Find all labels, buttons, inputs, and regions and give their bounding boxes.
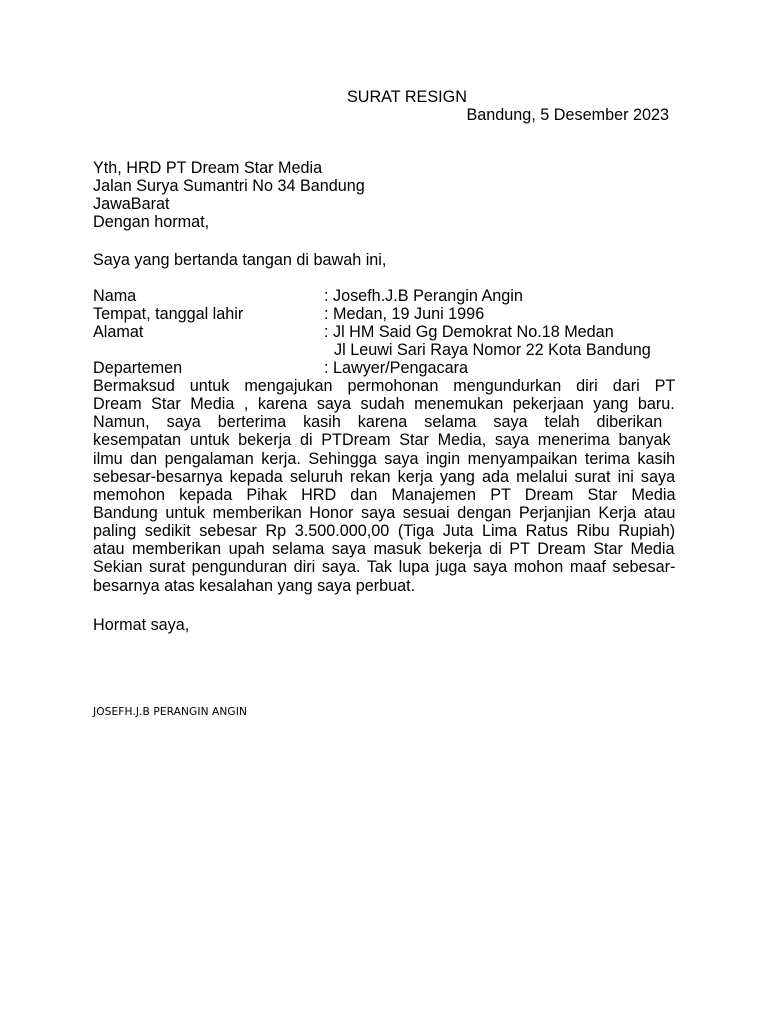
field-label: Nama xyxy=(93,287,137,305)
field-label: Tempat, tanggal lahir xyxy=(93,305,244,323)
field-label: Departemen xyxy=(93,359,183,377)
body-line: paling sedikit sebesar Rp 3.500.000,00 (Tiga Juta Lima Ratus Ribu Rupiah) xyxy=(93,522,676,541)
body-line: memohon kepada Pihak HRD dan Manajemen PT Dream Star Media xyxy=(93,485,676,504)
body-line: Namun, saya berterima kasih karena selama saya telah diberikan xyxy=(93,413,663,432)
body-line: sebesar-besarnya kepada seluruh rekan kerja yang ada melalui surat ini saya xyxy=(93,467,676,486)
body-line: kesempatan untuk bekerja di PTDream Star Media, saya menerima banyak xyxy=(93,431,671,450)
field-value: Jl Leuwi Sari Raya Nomor 22 Kota Bandung xyxy=(334,341,651,359)
closing-phrase: Hormat saya, xyxy=(93,616,190,634)
letter-title: SURAT RESIGN xyxy=(347,88,467,106)
field-value: : Jl HM Said Gg Demokrat No.18 Medan xyxy=(324,323,614,341)
body-line: Sekian surat pengunduran diri saya. Tak lupa juga saya mohon maaf sebesar- xyxy=(93,558,676,577)
letter-body xyxy=(93,377,675,595)
field-value: : Medan, 19 Juni 1996 xyxy=(324,305,485,323)
body-line: Bandung untuk memberikan Honor saya sesuai dengan Perjanjian Kerja atau xyxy=(93,503,676,522)
letter-place-date: Bandung, 5 Desember 2023 xyxy=(466,106,669,124)
recipient-block xyxy=(93,159,365,231)
signature-name: JOSEFH.J.B PERANGIN ANGIN xyxy=(93,706,247,718)
body-line: Bermaksud untuk mengajukan permohonan mengundurkan diri dari PT xyxy=(93,377,676,395)
body-line: Dream Star Media , karena saya sudah menemukan pekerjaan yang baru. xyxy=(93,395,675,414)
intro-sentence: Saya yang bertanda tangan di bawah ini, xyxy=(93,251,387,269)
body-line: atau memberikan upah selama saya masuk bekerja di PT Dream Star Media xyxy=(93,540,675,559)
recipient-line: JawaBarat xyxy=(93,195,170,213)
field-label: Alamat xyxy=(93,323,144,341)
body-line: ilmu dan pengalaman kerja. Sehingga saya ingin menyampaikan terima kasih xyxy=(93,449,676,468)
body-line: besarnya atas kesalahan yang saya perbuat. xyxy=(93,576,416,595)
field-value: : Josefh.J.B Perangin Angin xyxy=(324,287,523,305)
recipient-line: Jalan Surya Sumantri No 34 Bandung xyxy=(93,177,365,195)
field-value: : Lawyer/Pengacara xyxy=(324,359,468,377)
salutation: Dengan hormat, xyxy=(93,213,210,231)
recipient-line: Yth, HRD PT Dream Star Media xyxy=(93,159,323,177)
